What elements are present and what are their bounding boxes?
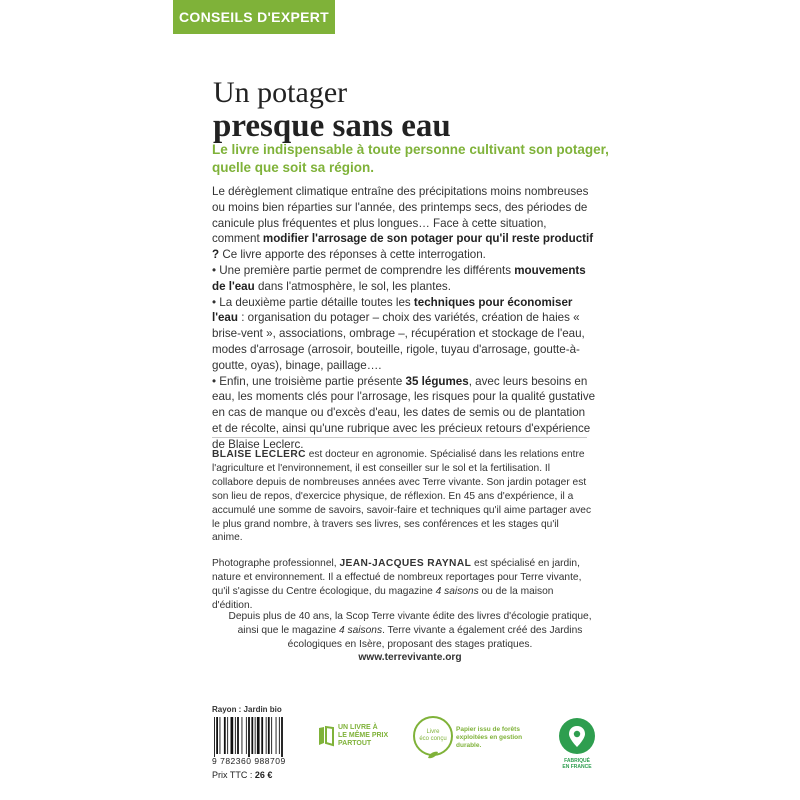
text-run: • La deuxième partie détaille toutes les <box>212 295 414 309</box>
logo-line: LE MÊME PRIX <box>338 732 389 739</box>
eco-line: Livre <box>426 729 440 735</box>
book-title <box>213 77 451 143</box>
paragraph-part-3 <box>212 374 597 453</box>
eco-line: éco conçu <box>419 736 447 742</box>
bold-text: modifier l'arrosage de son potager pour qu'il reste productif ? <box>212 232 594 262</box>
text-run: est spécialisé en jardin, nature et environnement. Il a effectué de nombreux reportages pour Terre vivante, qu'il s'agisse du Centre écologique, du magazine <box>212 558 582 598</box>
prix-unique-logo <box>318 724 388 748</box>
text-run: Le dérèglement climatique entraîne des précipitations moins nombreuses ou moins bien réparties sur l'année, des printemps secs, des périodes de canicule plus fréquentes et plus longues… Face à cette situation, comment <box>212 185 589 246</box>
fab-line: FABRIQUÉ <box>564 758 590 764</box>
ean-number: 9 782360 988709 <box>212 756 286 766</box>
bio-jean-jacques-raynal <box>212 557 592 613</box>
paragraph-intro <box>212 184 597 263</box>
logo-line: UN LIVRE À <box>338 724 378 731</box>
text-run: . Terre vivante a également créé des Jardins écologiques en Isère, proposant des stages pratiques. <box>287 624 583 650</box>
text-run: Ce livre apporte des réponses à cette interrogation. <box>219 248 486 262</box>
text-run: , avec leurs besoins en eau, les moments clés pour l'arrosage, les risques pour la qualité gustative en cas de manque ou d'excès d'eau, les dates de semis ou de plantation et de récolte, ainsi qu'une rubrique avec les précieux retours d'expérience de Blaise Leclerc. <box>212 374 596 451</box>
logo-line: PARTOUT <box>338 740 372 747</box>
text-run: est docteur en agronomie. Spécialisé dans les relations entre l'agriculture et l'environnement, il est conseiller sur le sol et la fertilisation. Il collabore depuis de nombreuses années avec Terre vivante. Son jardin potager est son lieu de repos, d'exercice physique, de réflexion. En 45 ans d'expérience, il a accumulé une somme de savoirs, savoir-faire et techniques qu'il aime partager avec le plus grand nombre, à travers ses livres, ses conférences et les stages qu'il anime. <box>212 449 592 544</box>
paragraph-part-1 <box>212 263 597 295</box>
bold-text: BLAISE LECLERC <box>212 449 306 460</box>
text-run: Photographe professionnel, <box>212 558 340 570</box>
bold-text: JEAN-JACQUES RAYNAL <box>339 558 472 570</box>
title-line-2: presque sans eau <box>213 107 451 144</box>
series-badge: CONSEILS D'EXPERT <box>173 0 335 34</box>
fab-line: EN FRANCE <box>562 764 592 770</box>
barcode <box>212 717 307 757</box>
description-body <box>212 184 597 453</box>
fabrique-en-france-logo <box>557 718 597 770</box>
text-run: dans l'atmosphère, le sol, les plantes. <box>254 279 451 293</box>
text-run: : organisation du potager – choix des variétés, création de haies « brise-vent », associations, ombrage –, récupération et stockage de l'eau, modes d'arrosage (arrosoir, bouteille, rigole, tuyau d'arrosage, goutte-à-goutte, oyas), binage, paillage…. <box>212 311 585 372</box>
price-label: Prix TTC : <box>212 770 255 780</box>
shelf-category: Rayon : Jardin bio <box>212 705 282 714</box>
prix-unique-text <box>338 724 388 748</box>
bio-blaise-leclerc <box>212 448 592 545</box>
section-divider <box>212 437 587 438</box>
publisher-description <box>225 610 595 651</box>
fabrique-text <box>557 758 597 770</box>
italic-text: 4 saisons <box>435 586 479 598</box>
eco-concu-logo <box>413 716 453 756</box>
sustainable-paper-note: Papier issu de forêts exploitées en gestion durable. <box>456 726 523 749</box>
paragraph-part-2 <box>212 295 597 374</box>
location-pin-icon <box>559 718 595 754</box>
text-run: • Enfin, une troisième partie présente <box>212 374 406 388</box>
leaf-icon <box>427 751 439 759</box>
bold-text: techniques pour économiser l'eau <box>212 295 573 325</box>
price <box>212 770 272 780</box>
bold-text: mouvements de l'eau <box>212 263 586 293</box>
text-run: • Une première partie permet de comprendre les différents <box>212 263 515 277</box>
italic-text: 4 saisons <box>339 624 383 636</box>
price-value: 26 € <box>254 770 273 780</box>
bold-text: 35 légumes <box>405 374 469 388</box>
lead-sentence: Le livre indispensable à toute personne cultivant son potager, quelle que soit sa région. <box>212 142 609 175</box>
book-icon <box>318 725 334 747</box>
publisher-note <box>225 610 595 665</box>
publisher-url: www.terrevivante.org <box>358 652 462 664</box>
text-run: Depuis plus de 40 ans, la Scop Terre vivante édite des livres d'écologie pratique, ainsi que le magazine <box>228 611 592 636</box>
author-bios <box>212 448 592 625</box>
text-run: ou de la maison d'édition. <box>212 586 554 612</box>
title-line-1: Un potager <box>213 76 348 109</box>
